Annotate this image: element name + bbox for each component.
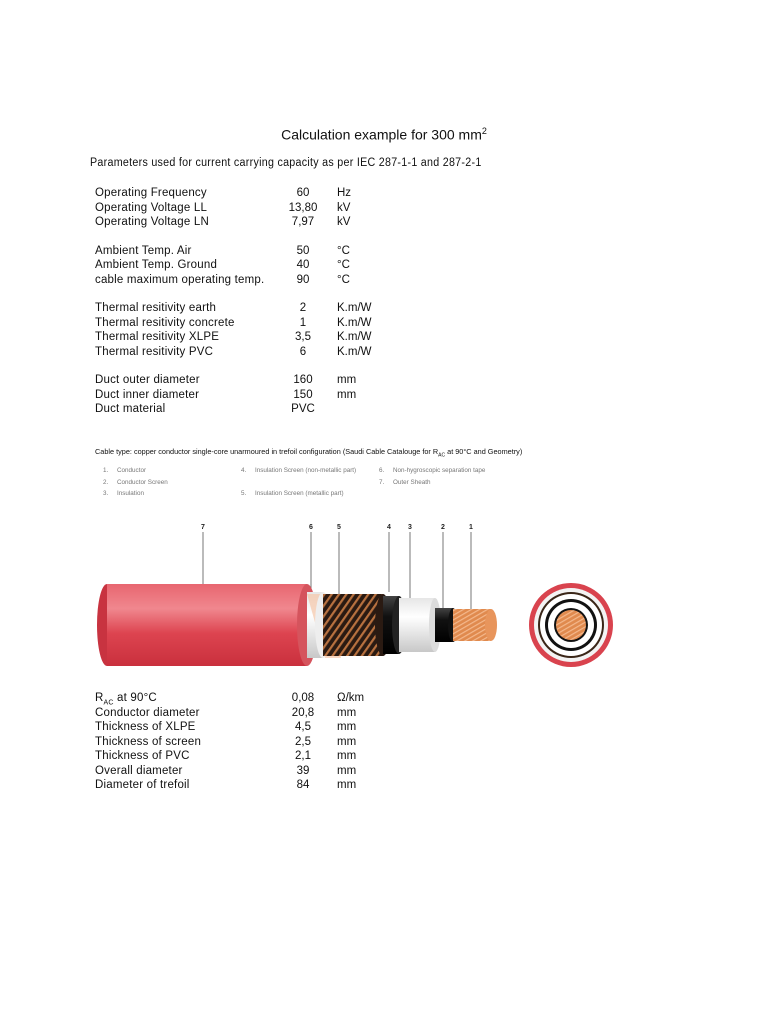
result-row: Diameter of trefoil 84 mm xyxy=(95,779,357,791)
legend-item: 7. Outer Sheath xyxy=(379,479,431,486)
result-row: $R_{AC}$ at 90°C 0,08 Ω/km xyxy=(95,692,365,707)
duct-group xyxy=(95,373,495,417)
figure-label-4: 4 xyxy=(387,524,391,531)
param-row: Operating Voltage LN 7,97 kV xyxy=(95,216,351,228)
figure-label-5: 5 xyxy=(337,524,341,531)
outer-sheath xyxy=(97,584,317,666)
legend-item: 2. Conductor Screen xyxy=(103,479,168,486)
metallic-screen xyxy=(323,594,391,656)
legend-item: 4. Insulation Screen (non-metallic part) xyxy=(241,467,357,474)
thermal-resistivity-group xyxy=(95,301,495,359)
temperature-group xyxy=(95,244,495,288)
legend-item: 1. Conductor xyxy=(103,467,147,474)
result-row: Thickness of XLPE 4,5 mm xyxy=(95,721,357,733)
cable-cross-section-figure xyxy=(95,512,635,677)
param-row: Duct inner diameter 150 mm xyxy=(95,388,357,401)
figure-label-1: 1 xyxy=(469,524,473,531)
result-row: Conductor diameter 20,8 mm xyxy=(95,706,357,719)
param-row: cable maximum operating temp. 90 °C xyxy=(95,273,350,286)
param-row: Thermal resitivity PVC 6 K.m/W xyxy=(95,345,372,358)
result-row: Thickness of PVC 2,1 mm xyxy=(95,750,357,762)
page-title: Calculation example for 300 $mm^2$ xyxy=(281,126,487,143)
param-row: Ambient Temp. Air 50 °C xyxy=(95,244,350,257)
frequency-voltage-group xyxy=(95,186,495,230)
param-row: Thermal resitivity concrete 1 K.m/W xyxy=(95,316,372,329)
figure-label-7: 7 xyxy=(201,524,205,531)
parameters-heading: Parameters used for current carrying capacity as per IEC 287-1-1 and 287-2-1 xyxy=(90,157,482,169)
legend-item: 3. Insulation xyxy=(103,490,144,497)
figure-label-2: 2 xyxy=(441,524,445,531)
param-row: Operating Voltage LL 13,80 kV xyxy=(95,201,351,214)
copper-conductor xyxy=(453,609,497,641)
figure-label-6: 6 xyxy=(309,524,313,531)
legend-item: 6. Non-hygroscopic separation tape xyxy=(379,467,486,474)
param-row: Duct material PVC xyxy=(95,403,315,415)
cable-type-caption: Cable type: copper conductor single-core unarmoured in trefoil configuration (Saudi Cable Catalouge for $R_{AC}$ at 90°C and Geometry) xyxy=(95,447,523,459)
insulation xyxy=(399,598,441,652)
cable-diagram xyxy=(95,512,635,672)
param-row: Operating Frequency 60 Hz xyxy=(95,187,352,199)
result-row: Thickness of screen 2,5 mm xyxy=(95,735,357,748)
figure-label-3: 3 xyxy=(408,524,412,531)
param-row: Ambient Temp. Ground 40 °C xyxy=(95,259,350,271)
result-row: Overall diameter 39 mm xyxy=(95,764,357,777)
results-table xyxy=(95,691,495,793)
parameters-table xyxy=(95,186,495,417)
param-row: Thermal resitivity XLPE 3,5 K.m/W xyxy=(95,331,372,343)
legend-item: 5. Insulation Screen (metallic part) xyxy=(241,490,344,497)
param-row: Thermal resitivity earth 2 K.m/W xyxy=(95,302,372,314)
cable-end-view xyxy=(529,583,613,667)
param-row: Duct outer diameter 160 mm xyxy=(95,374,357,386)
